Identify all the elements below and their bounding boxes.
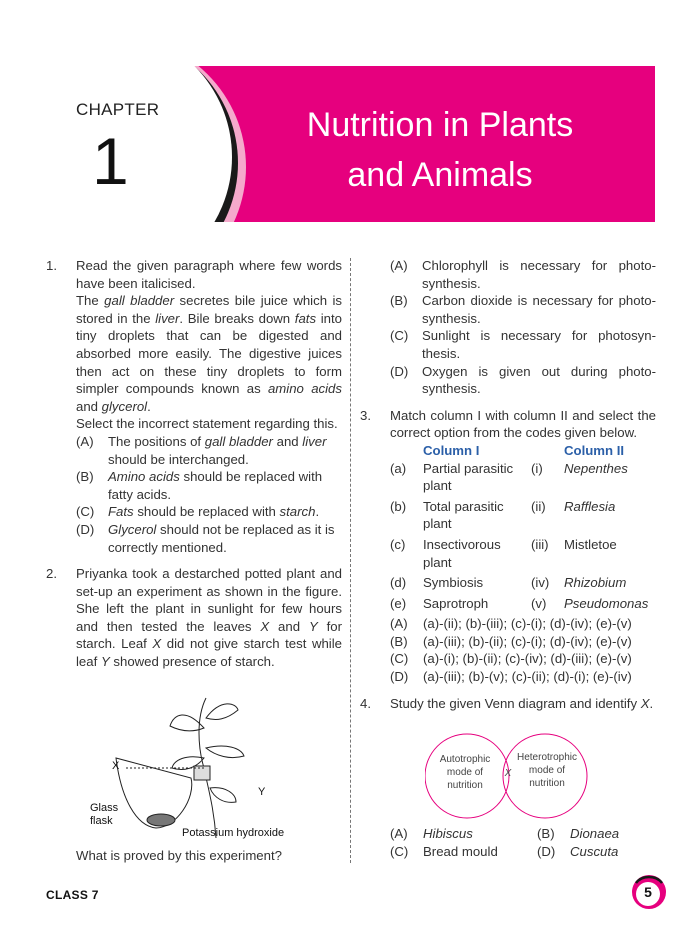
option-b bbox=[76, 468, 342, 503]
italic-term: gall bladder bbox=[204, 433, 273, 449]
option-label: (B) bbox=[537, 826, 555, 841]
row-match: Rhizobium bbox=[564, 575, 627, 591]
row-item: Partial parasitic plant bbox=[423, 460, 514, 494]
option-text: (a)-(iii); (b)-(ii); (c)-(i); (d)-(iv); (e)-(v) bbox=[423, 633, 632, 649]
q2-options bbox=[390, 257, 656, 398]
venn-label-line: mode of bbox=[528, 765, 566, 776]
fig-label-koh: Potassium hydroxide bbox=[182, 827, 285, 839]
page-number: 5 bbox=[644, 884, 652, 900]
option-label: (B) bbox=[390, 293, 408, 309]
option-a bbox=[390, 257, 656, 292]
option-label: (B) bbox=[76, 469, 94, 485]
chapter-title bbox=[270, 100, 610, 200]
q2-question: What is proved by this experiment? bbox=[76, 848, 282, 863]
text-run: should be interchanged. bbox=[108, 451, 249, 467]
leaf bbox=[206, 746, 244, 758]
match-row bbox=[390, 595, 656, 613]
italic-term: X bbox=[640, 695, 650, 711]
text-run: should be replaced with fatty acids. bbox=[108, 469, 323, 502]
italic-term: starch bbox=[279, 504, 316, 520]
question-1 bbox=[46, 257, 342, 556]
option-b bbox=[390, 292, 656, 327]
answer-row bbox=[390, 825, 656, 843]
option-text: Bread mould bbox=[423, 843, 498, 859]
option-c bbox=[390, 327, 656, 362]
option-label: (C) bbox=[76, 504, 95, 520]
venn-label-line: Autotrophic bbox=[439, 754, 491, 765]
italic-term: fats bbox=[294, 310, 317, 326]
italic-term: X bbox=[152, 636, 162, 652]
code-option-d bbox=[390, 668, 656, 686]
option-label: (D) bbox=[76, 521, 95, 537]
code-option-c bbox=[390, 650, 656, 668]
venn-label-line: mode of bbox=[446, 767, 484, 778]
row-roman: (ii) bbox=[531, 498, 546, 514]
text-run: into tiny droplets that can be digested and absorbed more easily. The digestive juices then act on these tiny droplets to form simpler compounds known as bbox=[76, 310, 342, 397]
option-text bbox=[108, 503, 342, 521]
code-option-a bbox=[390, 615, 656, 633]
option-label: (A) bbox=[390, 258, 408, 273]
question-number: 4. bbox=[360, 695, 371, 711]
italic-term: X bbox=[260, 618, 270, 634]
italic-term: amino acids bbox=[267, 381, 342, 397]
match-row bbox=[390, 574, 656, 592]
option-label: (D) bbox=[537, 843, 556, 859]
option-text: Hibiscus bbox=[423, 826, 473, 841]
text-run: . bbox=[649, 695, 654, 711]
text-run: The positions of bbox=[108, 433, 205, 449]
italic-term: Glycerol bbox=[108, 521, 157, 537]
option-a bbox=[76, 433, 342, 468]
left-column bbox=[46, 257, 342, 680]
flask-label-line: Glass bbox=[90, 802, 119, 814]
option-label: (C) bbox=[390, 651, 409, 667]
option-label: (A) bbox=[390, 826, 408, 841]
option-d bbox=[76, 521, 342, 556]
option-label: (A) bbox=[76, 433, 94, 449]
venn-label-line: nutrition bbox=[447, 780, 483, 791]
text-run: secretes bile juice which is stored in the bbox=[76, 293, 342, 326]
option-text: (a)-(iii); (b)-(v); (c)-(ii); (d)-(i); (e)-(iv) bbox=[423, 669, 632, 685]
question-2 bbox=[46, 565, 342, 671]
italic-term: liver bbox=[155, 310, 180, 326]
text-run: . Bile breaks down bbox=[179, 310, 295, 326]
row-match: Rafflesia bbox=[564, 498, 616, 514]
option-text bbox=[108, 468, 342, 503]
q4-options bbox=[390, 825, 656, 860]
option-text: Carbon dioxide is necessary for photo-synthesis. bbox=[422, 293, 656, 326]
italic-term: liver bbox=[302, 433, 327, 449]
text-run: The bbox=[76, 293, 105, 309]
italic-term: Amino acids bbox=[108, 469, 180, 485]
italic-term: gall bladder bbox=[104, 293, 175, 309]
option-text: Oxygen is given out during photo-synthesis. bbox=[422, 363, 656, 397]
venn-center-x: X bbox=[504, 768, 512, 779]
venn-label-line: nutrition bbox=[529, 778, 565, 789]
venn-label-line: Heterotrophic bbox=[516, 752, 578, 763]
row-label: (b) bbox=[390, 498, 407, 514]
row-roman: (v) bbox=[531, 595, 547, 611]
row-item: Saprotroph bbox=[423, 595, 489, 611]
option-label: (C) bbox=[390, 843, 409, 859]
option-label: (D) bbox=[390, 669, 409, 685]
option-text: Sunlight is necessary for photosyn-thesis. bbox=[422, 328, 656, 361]
text-run: showed presence of starch. bbox=[109, 654, 275, 670]
question-3 bbox=[360, 407, 656, 686]
italic-term: Y bbox=[308, 618, 318, 634]
question-number: 3. bbox=[360, 407, 371, 423]
row-item: Symbiosis bbox=[423, 575, 484, 591]
chapter-title-line2: and Animals bbox=[347, 156, 533, 194]
italic-term: glycerol bbox=[101, 398, 148, 414]
question-body bbox=[390, 695, 656, 713]
question-body bbox=[76, 565, 342, 671]
match-column-headers bbox=[390, 442, 656, 460]
column-2-heading: Column II bbox=[564, 442, 625, 458]
column-divider bbox=[350, 258, 351, 863]
answer-row bbox=[390, 843, 656, 861]
footer-class-label: CLASS 7 bbox=[46, 888, 99, 902]
leaf-y bbox=[210, 788, 236, 803]
italic-term: Y bbox=[100, 654, 110, 670]
text-run: Priyanka took a destarched potted plant and set-up an experiment as shown in the figure. She left the plant in sunlight for few hours and then tested the leaves bbox=[76, 566, 342, 634]
option-c bbox=[76, 503, 342, 521]
text-run: and bbox=[76, 398, 102, 414]
venn-right-label bbox=[507, 751, 587, 790]
match-row bbox=[390, 460, 656, 495]
question-number: 1. bbox=[46, 258, 57, 273]
q1-select: Select the incorrect statement regarding this. bbox=[76, 416, 338, 432]
text-run: and bbox=[272, 433, 303, 449]
fig-label-y: Y bbox=[258, 786, 266, 798]
chapter-title-line1: Nutrition in Plants bbox=[306, 106, 574, 144]
fig-label-flask bbox=[90, 802, 118, 828]
question-4 bbox=[360, 695, 656, 713]
q1-paragraph bbox=[76, 292, 342, 415]
option-label: (A) bbox=[390, 616, 408, 632]
row-roman: (iii) bbox=[531, 536, 549, 552]
question-number: 2. bbox=[46, 566, 57, 582]
row-item: Total parasitic plant bbox=[423, 498, 504, 532]
text-run: should not be replaced as it is correctly mentioned. bbox=[108, 521, 335, 555]
chapter-label: CHAPTER bbox=[76, 100, 160, 119]
row-label: (e) bbox=[390, 595, 407, 611]
venn-left-label bbox=[432, 753, 498, 792]
option-label: (D) bbox=[390, 363, 409, 379]
q3-text: Match column I with column II and select the correct option from the codes given below. bbox=[390, 407, 656, 441]
row-match: Mistletoe bbox=[564, 536, 617, 552]
option-text bbox=[108, 521, 342, 556]
fig-label-x: X bbox=[112, 760, 120, 772]
option-text: Dionaea bbox=[570, 826, 620, 841]
text-run: . bbox=[147, 398, 151, 414]
q1-intro: Read the given paragraph where few words have been italicised. bbox=[76, 258, 342, 291]
chapter-number: 1 bbox=[92, 124, 129, 198]
text-run: Study the given Venn diagram and identify bbox=[390, 695, 641, 711]
row-item: Insectivorous plant bbox=[423, 536, 501, 570]
text-run: . bbox=[315, 504, 320, 520]
text-run: should be replaced with bbox=[133, 504, 280, 520]
text-run: and bbox=[269, 618, 309, 634]
option-text: (a)-(ii); (b)-(iii); (c)-(i); (d)-(iv); (e)-(v) bbox=[423, 616, 632, 632]
row-label: (a) bbox=[390, 460, 407, 476]
row-roman: (i) bbox=[531, 460, 543, 476]
potassium-hydroxide bbox=[147, 814, 175, 826]
option-text: Cuscuta bbox=[570, 843, 619, 859]
italic-term: Fats bbox=[108, 504, 134, 520]
column-1-heading: Column I bbox=[423, 442, 480, 458]
option-label: (C) bbox=[390, 328, 409, 344]
code-option-b bbox=[390, 633, 656, 651]
banner-white-disc bbox=[44, 66, 232, 222]
text-run: for starch. Leaf bbox=[76, 618, 342, 652]
match-row bbox=[390, 536, 656, 571]
match-row bbox=[390, 498, 656, 533]
option-text bbox=[108, 433, 342, 468]
row-match: Nepenthes bbox=[564, 460, 628, 476]
row-match: Pseudomonas bbox=[564, 595, 649, 611]
question-body bbox=[76, 257, 342, 556]
right-column bbox=[360, 257, 656, 721]
question-body bbox=[390, 407, 656, 686]
option-text: (a)-(i); (b)-(ii); (c)-(iv); (d)-(iii); (e)-(v) bbox=[423, 651, 632, 667]
option-text: Chlorophyll is necessary for photo-synthesis. bbox=[422, 258, 656, 291]
flask-label-line: flask bbox=[90, 815, 113, 827]
option-label: (B) bbox=[390, 633, 408, 649]
text-run: did not give starch test while leaf bbox=[76, 636, 343, 670]
row-label: (d) bbox=[390, 575, 407, 591]
row-label: (c) bbox=[390, 536, 406, 552]
leaf bbox=[206, 704, 238, 720]
row-roman: (iv) bbox=[531, 575, 550, 591]
option-d bbox=[390, 363, 656, 398]
